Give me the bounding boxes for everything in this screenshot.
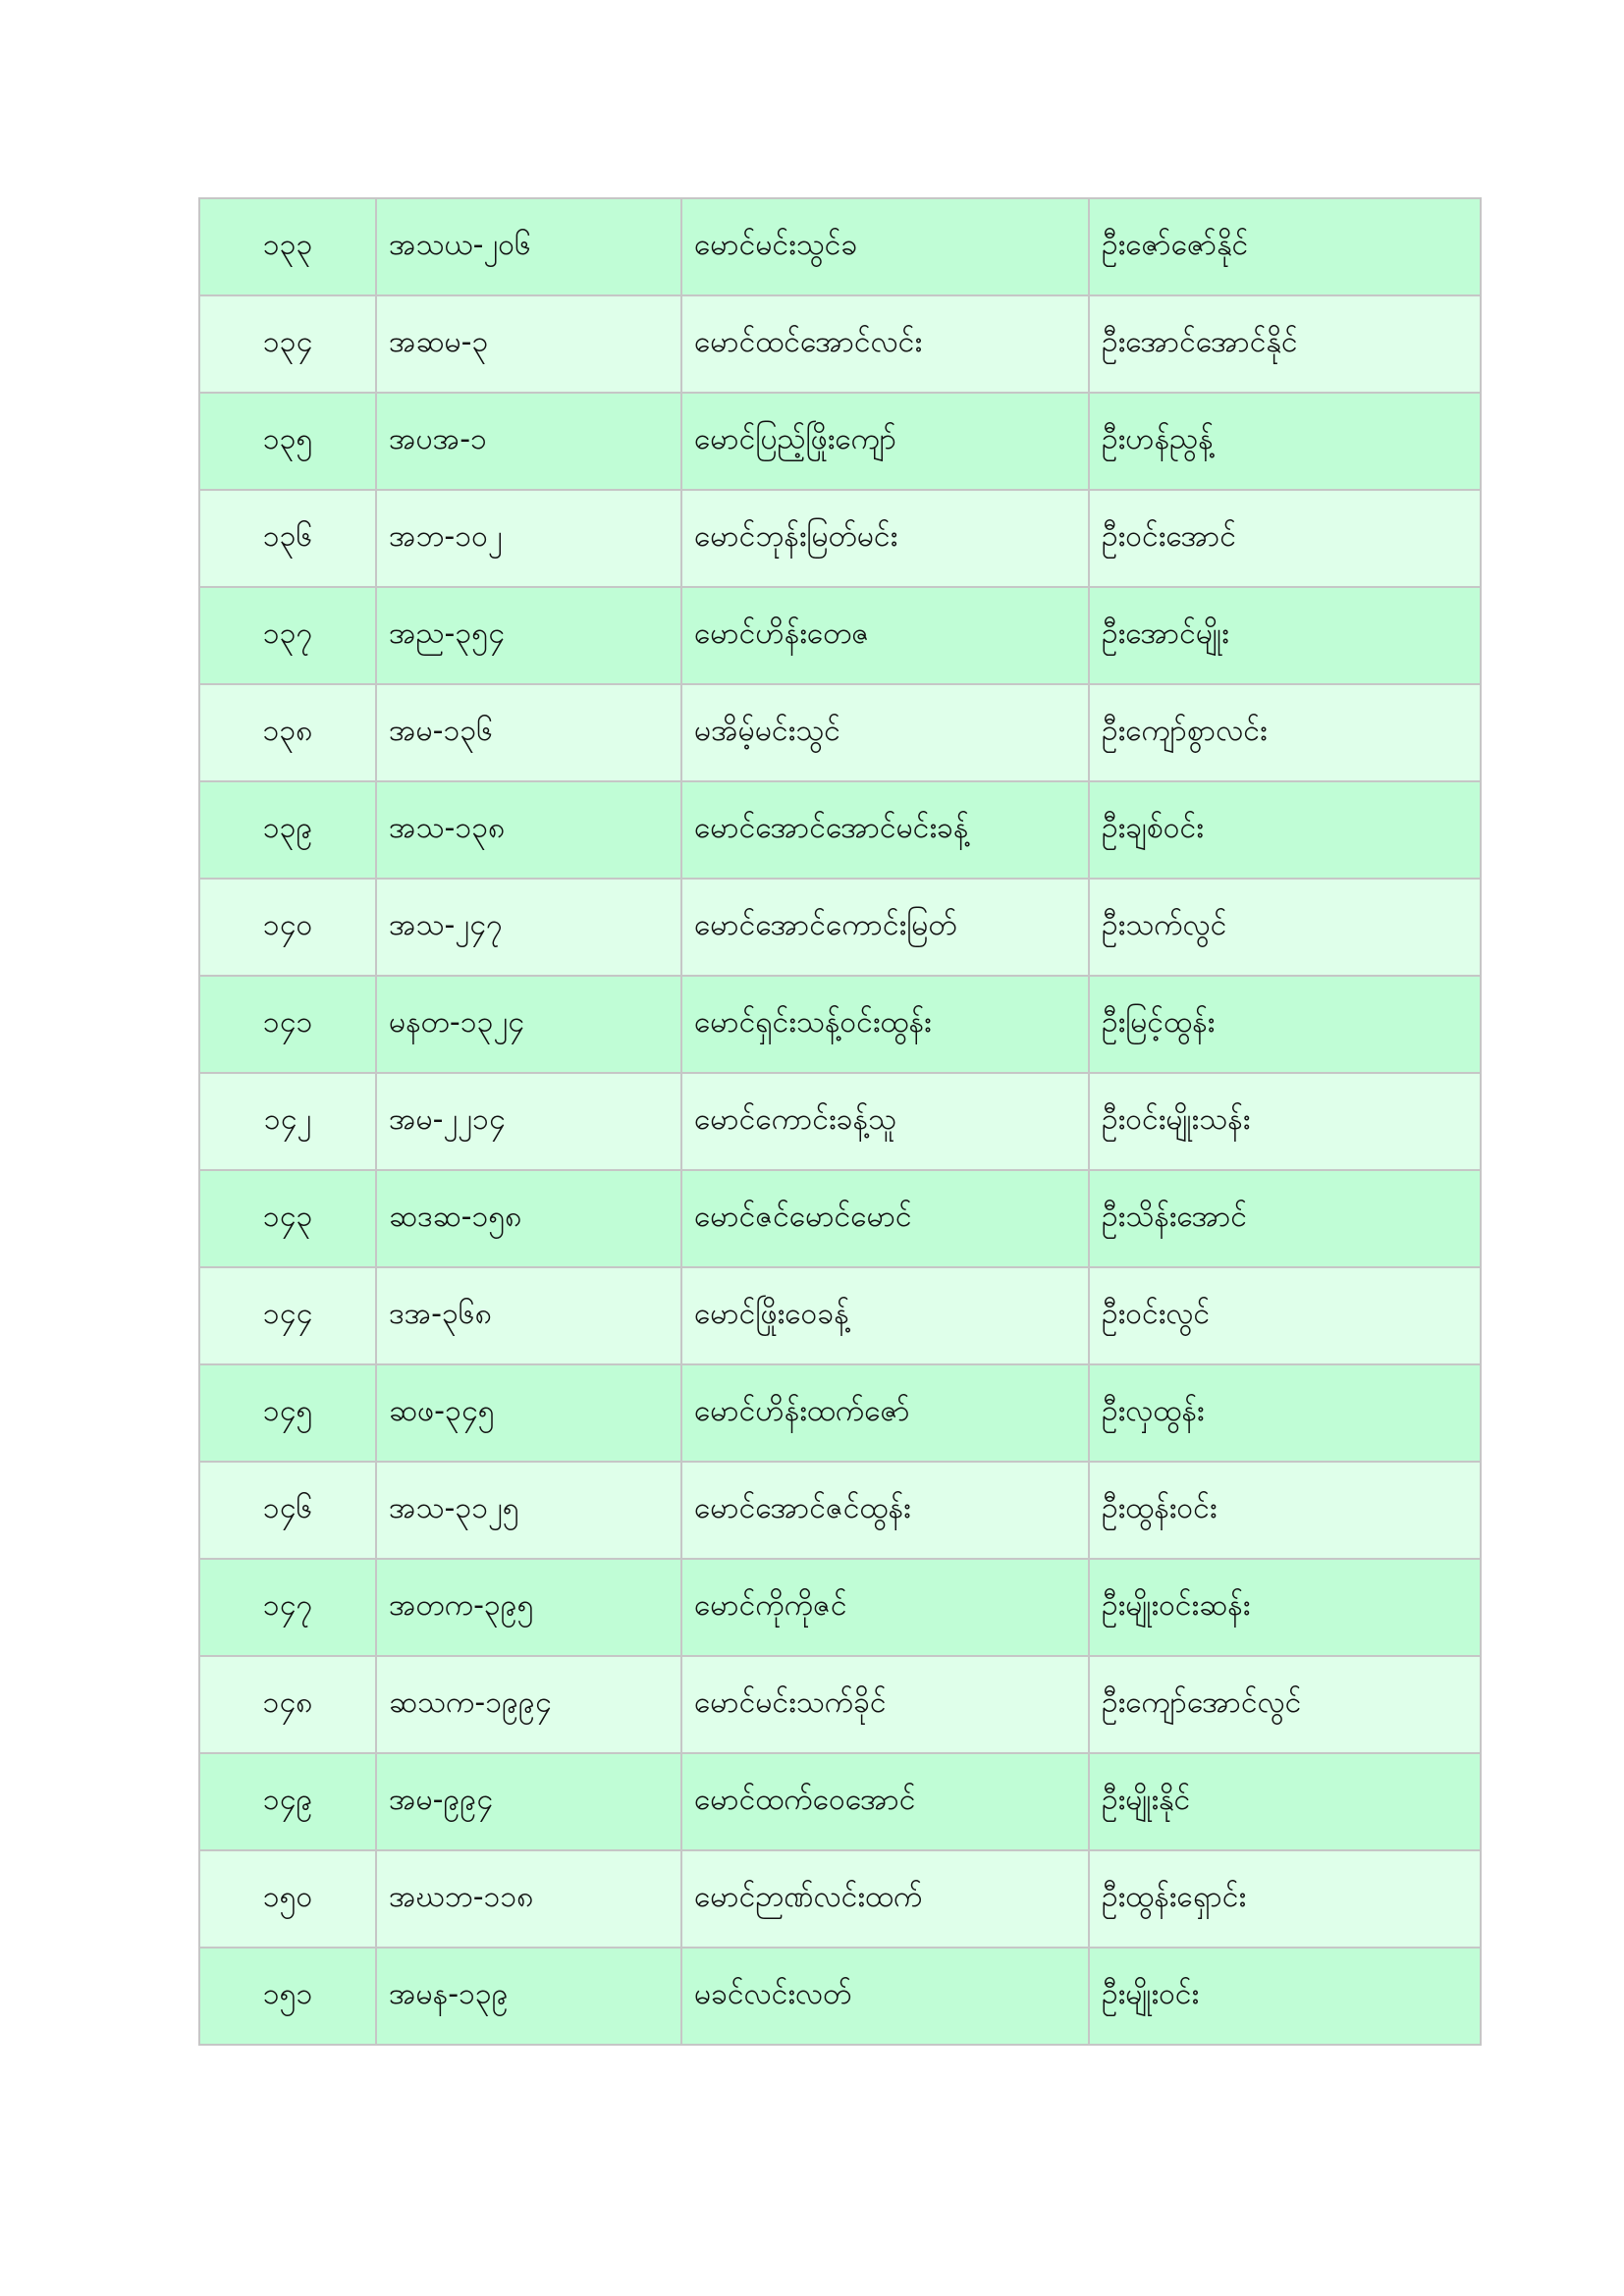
parent-name-cell: ဦးအောင်အောင်နိုင် (1089, 295, 1481, 393)
table-row (199, 1073, 1481, 1170)
table-row (199, 393, 1481, 490)
registration-code-cell: အမ-၂၂၁၄ (376, 1073, 681, 1170)
row-number-cell: ၁၄၈ (199, 1656, 376, 1753)
row-number-cell: ၁၄၅ (199, 1364, 376, 1462)
student-name-cell: မောင်ကိုကိုဇင် (681, 1559, 1089, 1656)
table-row (199, 1948, 1481, 2045)
registration-code-cell: အပအ-၁ (376, 393, 681, 490)
student-name-cell: မောင်ဟိန်းထက်ဇော် (681, 1364, 1089, 1462)
table-row (199, 1267, 1481, 1364)
row-number-cell: ၁၅၁ (199, 1948, 376, 2045)
registration-code-cell: အဘ-၁၀၂ (376, 490, 681, 587)
row-number-cell: ၁၄၄ (199, 1267, 376, 1364)
registration-code-cell: မနတ-၁၃၂၄ (376, 976, 681, 1073)
row-number-cell: ၁၃၃ (199, 198, 376, 295)
row-number-cell: ၁၃၈ (199, 684, 376, 781)
row-number-cell: ၁၅၀ (199, 1850, 376, 1948)
registration-code-cell: အမန-၁၃၉ (376, 1948, 681, 2045)
parent-name-cell: ဦးထွန်းဝင်း (1089, 1462, 1481, 1559)
registration-code-cell: အသယ-၂၀၆ (376, 198, 681, 295)
parent-name-cell: ဦးမြင့်ထွန်း (1089, 976, 1481, 1073)
student-name-cell: မောင်ပြည့်ဖြိုးကျော် (681, 393, 1089, 490)
table-row (199, 1850, 1481, 1948)
student-name-cell: မောင်ဉာဏ်လင်းထက် (681, 1850, 1089, 1948)
registration-code-cell: ဆဖ-၃၄၅ (376, 1364, 681, 1462)
student-name-cell: မောင်ထင်အောင်လင်း (681, 295, 1089, 393)
student-name-cell: မအိမ့်မင်းသွင် (681, 684, 1089, 781)
student-name-cell: မောင်ဟိန်းတေဇ (681, 587, 1089, 684)
registration-code-cell: အသ-၁၃၈ (376, 781, 681, 879)
table-row (199, 1462, 1481, 1559)
student-name-cell: မောင်မင်းသက်ခိုင် (681, 1656, 1089, 1753)
row-number-cell: ၁၄၃ (199, 1170, 376, 1267)
parent-name-cell: ဦးဝင်းအောင် (1089, 490, 1481, 587)
student-name-cell: မောင်အောင်အောင်မင်းခန့် (681, 781, 1089, 879)
table-row (199, 587, 1481, 684)
registration-code-cell: ဒအ-၃၆၈ (376, 1267, 681, 1364)
student-name-cell: မခင်လင်းလတ် (681, 1948, 1089, 2045)
records-table (198, 197, 1482, 2046)
parent-name-cell: ဦးဇော်ဇော်နိုင် (1089, 198, 1481, 295)
table-row (199, 490, 1481, 587)
parent-name-cell: ဦးဟန်ညွန့် (1089, 393, 1481, 490)
table-row (199, 1170, 1481, 1267)
student-name-cell: မောင်ရှင်းသန့်ဝင်းထွန်း (681, 976, 1089, 1073)
registration-code-cell: အသ-၃၁၂၅ (376, 1462, 681, 1559)
parent-name-cell: ဦးသိန်းအောင် (1089, 1170, 1481, 1267)
table-row (199, 295, 1481, 393)
row-number-cell: ၁၄၇ (199, 1559, 376, 1656)
row-number-cell: ၁၃၅ (199, 393, 376, 490)
student-name-cell: မောင်ထက်ဝေအောင် (681, 1753, 1089, 1850)
registration-code-cell: အဃဘ-၁၁၈ (376, 1850, 681, 1948)
student-name-cell: မောင်မင်းသွင်ခ (681, 198, 1089, 295)
parent-name-cell: ဦးဝင်းလွင် (1089, 1267, 1481, 1364)
parent-name-cell: ဦးမျိုးဝင်းဆန်း (1089, 1559, 1481, 1656)
student-name-cell: မောင်ဘုန်းမြတ်မင်း (681, 490, 1089, 587)
student-name-cell: မောင်ဇင်မောင်မောင် (681, 1170, 1089, 1267)
table-row (199, 684, 1481, 781)
row-number-cell: ၁၄၂ (199, 1073, 376, 1170)
records-table-body (199, 198, 1481, 2045)
parent-name-cell: ဦးကျော်အောင်လွင် (1089, 1656, 1481, 1753)
student-name-cell: မောင်အောင်ဇင်ထွန်း (681, 1462, 1089, 1559)
row-number-cell: ၁၃၆ (199, 490, 376, 587)
parent-name-cell: ဦးချစ်ဝင်း (1089, 781, 1481, 879)
parent-name-cell: ဦးဝင်းမျိုးသန်း (1089, 1073, 1481, 1170)
row-number-cell: ၁၃၇ (199, 587, 376, 684)
registration-code-cell: အသ-၂၄၇ (376, 879, 681, 976)
row-number-cell: ၁၄၀ (199, 879, 376, 976)
parent-name-cell: ဦးအောင်မျိုး (1089, 587, 1481, 684)
row-number-cell: ၁၃၉ (199, 781, 376, 879)
parent-name-cell: ဦးမျိုးနိုင် (1089, 1753, 1481, 1850)
registration-code-cell: အဆမ-၃ (376, 295, 681, 393)
row-number-cell: ၁၃၄ (199, 295, 376, 393)
student-name-cell: မောင်အောင်ကောင်းမြတ် (681, 879, 1089, 976)
registration-code-cell: အတက-၃၉၅ (376, 1559, 681, 1656)
table-row (199, 1559, 1481, 1656)
table-row (199, 976, 1481, 1073)
registration-code-cell: အည-၃၅၄ (376, 587, 681, 684)
table-row (199, 1656, 1481, 1753)
student-name-cell: မောင်ကောင်းခန့်သူ (681, 1073, 1089, 1170)
row-number-cell: ၁၄၁ (199, 976, 376, 1073)
row-number-cell: ၁၄၉ (199, 1753, 376, 1850)
table-row (199, 879, 1481, 976)
registration-code-cell: အမ-၁၃၆ (376, 684, 681, 781)
table-row (199, 1753, 1481, 1850)
parent-name-cell: ဦးလှထွန်း (1089, 1364, 1481, 1462)
table-row (199, 781, 1481, 879)
parent-name-cell: ဦးကျော်စွာလင်း (1089, 684, 1481, 781)
parent-name-cell: ဦးထွန်းရှောင်း (1089, 1850, 1481, 1948)
table-row (199, 1364, 1481, 1462)
parent-name-cell: ဦးမျိုးဝင်း (1089, 1948, 1481, 2045)
student-name-cell: မောင်ဖြိုးဝေခန့် (681, 1267, 1089, 1364)
parent-name-cell: ဦးသက်လွင် (1089, 879, 1481, 976)
registration-code-cell: အမ-၉၉၄ (376, 1753, 681, 1850)
row-number-cell: ၁၄၆ (199, 1462, 376, 1559)
table-row (199, 198, 1481, 295)
registration-code-cell: ဆဒဆ-၁၅၈ (376, 1170, 681, 1267)
registration-code-cell: ဆသက-၁၉၉၄ (376, 1656, 681, 1753)
